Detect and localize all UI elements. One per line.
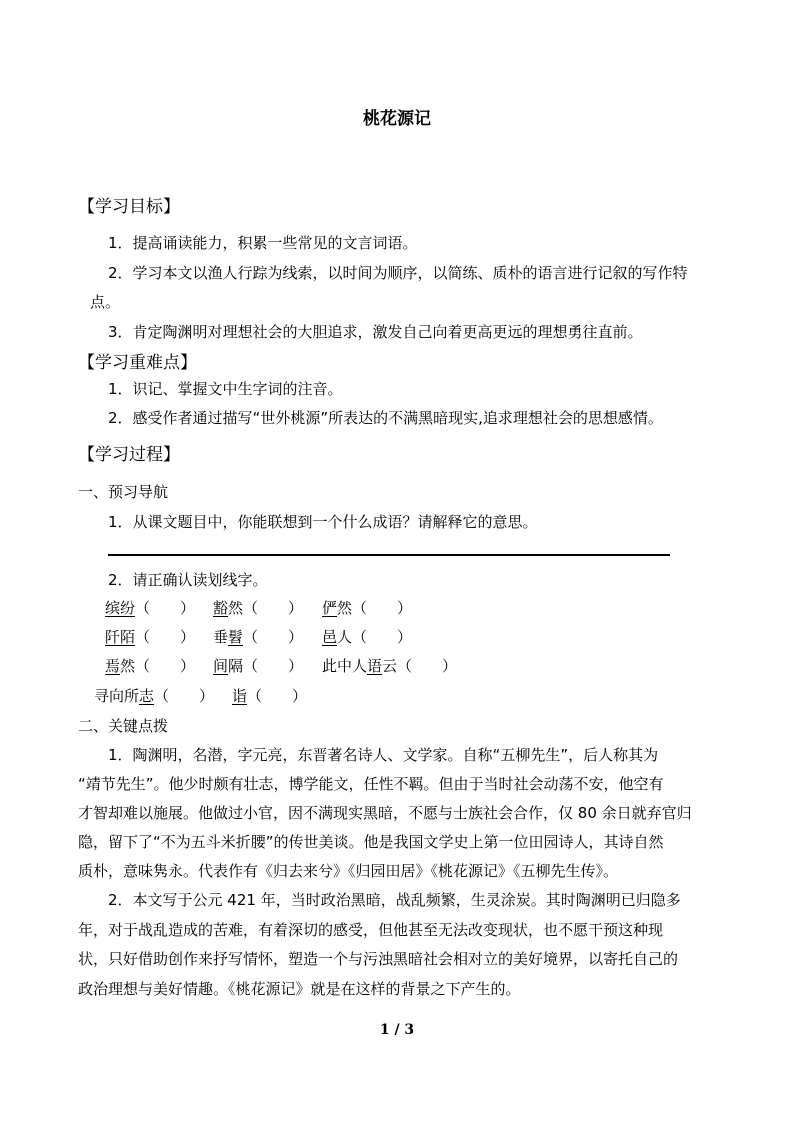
paragraph-line: 年，对于战乱造成的苦难，有着深切的感受，但他甚至无法改变现状，也不愿干预这种现	[78, 921, 664, 939]
word-item: 焉然（ ）	[105, 657, 196, 675]
keypoints-heading: 【学习重难点】	[78, 353, 197, 373]
objective-1: 1．提高诵读能力，积累一些常见的文言词语。	[108, 234, 418, 252]
paragraph-line: “靖节先生”。他少时颇有壮志，博学能文，任性不羁。但由于当时社会动荡不安，他空有	[78, 775, 664, 793]
process-heading: 【学习过程】	[78, 445, 180, 465]
paragraph-line: 质朴，意味隽永。代表作有《归去来兮》《归园田居》《桃花源记》《五柳先生传》。	[78, 862, 619, 880]
page-title: 桃花源记	[363, 109, 431, 129]
paragraph-line: 政治理想与美好情趣。《桃花源记》就是在这样的背景之下产生的。	[78, 980, 521, 998]
paragraph-line: 2．本文写于公元 421 年，当时政治黑暗，战乱频繁，生灵涂炭。其时陶渊明已归隐多	[108, 891, 681, 909]
question-1: 1．从课文题目中，你能联想到一个什么成语？请解释它的意思。	[108, 513, 538, 531]
word-item: 缤纷（ ）	[105, 599, 196, 617]
paragraph-line: 才智却难以施展。他做过小官，因不满现实黑暗，不愿与士族社会合作，仅 80 余日就弃官归	[78, 804, 692, 822]
paragraph-line: 状，只好借助创作来抒写情怀，塑造一个与污浊黑暗社会相对立的美好境界，以寄托自己的	[78, 950, 679, 968]
keypoint-1: 1．识记、掌握文中生字词的注音。	[108, 380, 343, 398]
word-item: 寻向所志（ ）	[94, 687, 215, 705]
word-item: 豁然（ ）	[213, 599, 304, 617]
question-2: 2．请正确认读划线字。	[108, 571, 268, 589]
word-item: 垂髫（ ）	[213, 628, 304, 646]
word-item: 此中人语云（ ）	[322, 657, 458, 675]
objective-3: 3．肯定陶渊明对理想社会的大胆追求，激发自己向着更高更远的理想勇往直前。	[108, 323, 643, 341]
answer-line	[108, 554, 670, 556]
paragraph-line: 隐，留下了“不为五斗米折腰”的传世美谈。他是我国文学史上第一位田园诗人，其诗自然	[78, 833, 664, 851]
part2-heading: 二、关键点拨	[78, 717, 169, 735]
objective-2: 2．学习本文以渔人行踪为线索，以时间为顺序，以简练、质朴的语言进行记叙的写作特	[108, 264, 688, 282]
objective-2-cont: 点。	[90, 293, 121, 311]
part1-heading: 一、预习导航	[78, 483, 169, 501]
word-item: 间隔（ ）	[213, 657, 304, 675]
keypoint-2: 2．感受作者通过描写“世外桃源”所表达的不满黑暗现实,追求理想社会的思想感情。	[108, 409, 663, 427]
word-item: 诣（ ）	[232, 687, 308, 705]
word-item: 俨然（ ）	[322, 599, 413, 617]
word-item: 阡陌（ ）	[105, 628, 196, 646]
paragraph-line: 1．陶渊明，名潜，字元亮，东晋著名诗人、文学家。自称“五柳先生”，后人称其为	[108, 746, 659, 764]
objectives-heading: 【学习目标】	[78, 197, 180, 217]
page-number: 1 / 3	[379, 1022, 415, 1038]
word-item: 邑人（ ）	[322, 628, 413, 646]
